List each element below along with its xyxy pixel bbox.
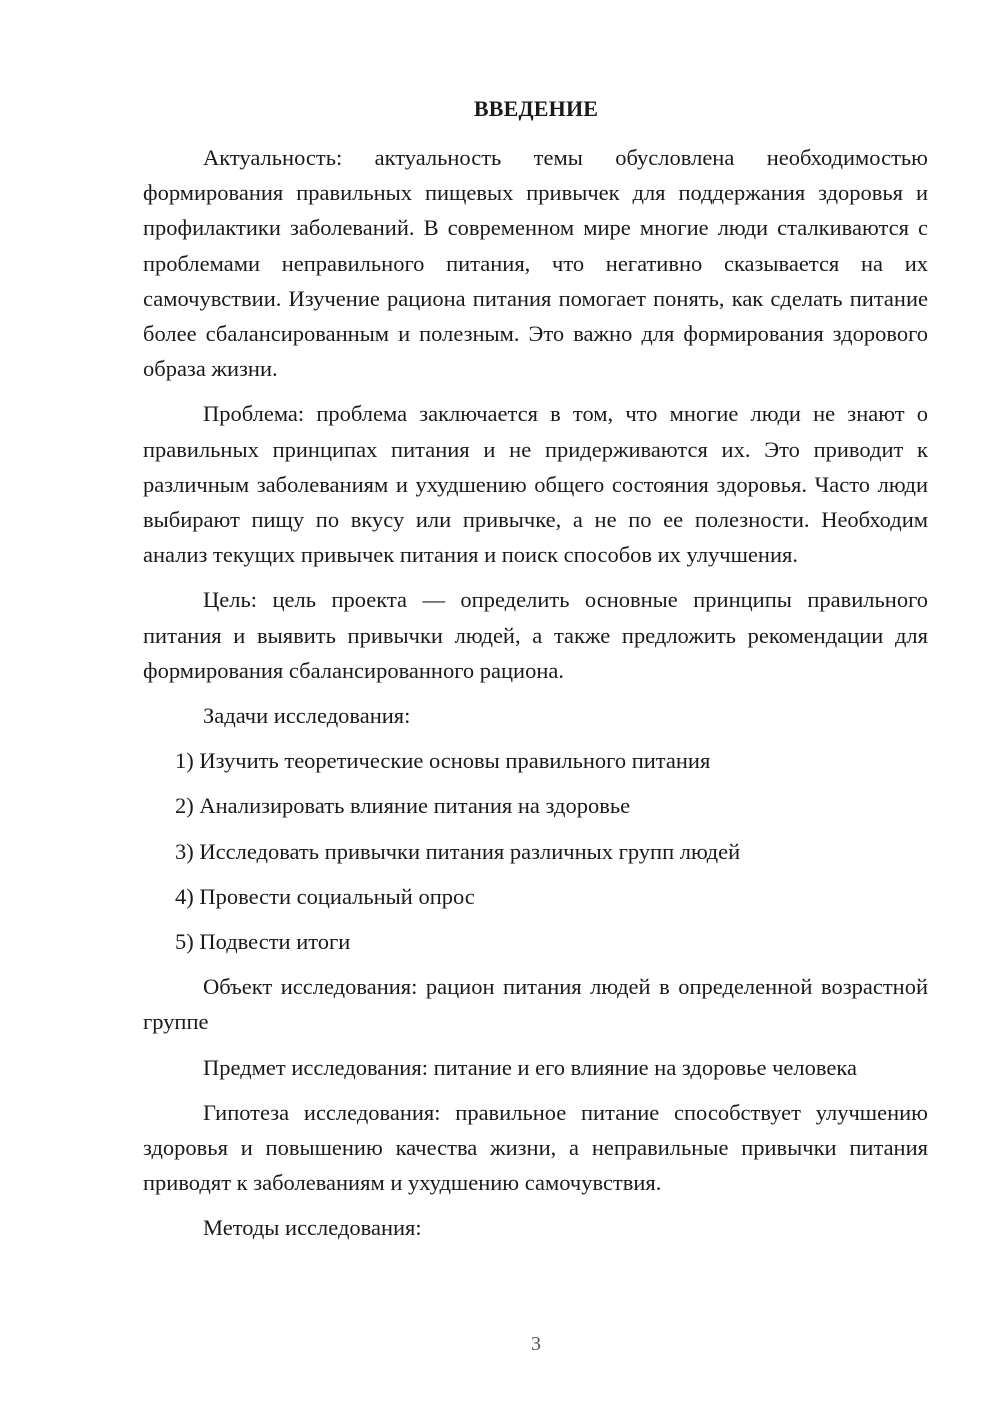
object-paragraph: Объект исследования: рацион питания людей в определенной возрастной группе	[143, 974, 928, 1035]
page-number: 3	[531, 1333, 541, 1355]
problem-paragraph: Проблема: проблема заключается в том, что многие люди не знают о правильных принципах питания и не придерживаются их. Это приводит к различным заболеваниям и ухудшению общего состояния здоровья. Часто люди выбирают пищу по вкусу или привычке, а не по ее полезности. Необходим анализ текущих привычек питания и поиск способов их улучшения.	[143, 401, 928, 568]
tasks-heading: Задачи исследования:	[203, 703, 411, 729]
task-item-1: 1) Изучить теоретические основы правильного питания	[175, 748, 711, 774]
task-item-4: 4) Провести социальный опрос	[175, 883, 475, 909]
task-item-3: 3) Исследовать привычки питания различных групп людей	[175, 838, 741, 864]
subject-paragraph: Предмет исследования: питание и его влияние на здоровье человека	[203, 1054, 857, 1080]
goal-paragraph: Цель: цель проекта — определить основные принципы правильного питания и выявить привычки людей, а также предложить рекомендации для формирования сбалансированного рациона.	[143, 587, 928, 683]
relevance-paragraph: Актуальность: актуальность темы обусловлена необходимостью формирования правильных пищевых привычек для поддержания здоровья и профилактики заболеваний. В современном мире многие люди сталкиваются с проблемами неправильного питания, что негативно сказывается на их самочувствии. Изучение рациона питания помогает понять, как сделать питание более сбалансированным и полезным. Это важно для формирования здорового образа жизни.	[143, 145, 928, 382]
task-item-2: 2) Анализировать влияние питания на здоровье	[175, 793, 631, 819]
section-heading: ВВЕДЕНИЕ	[473, 96, 599, 121]
methods-heading: Методы исследования:	[203, 1215, 422, 1241]
task-item-5: 5) Подвести итоги	[175, 929, 351, 955]
hypothesis-paragraph: Гипотеза исследования: правильное питание способствует улучшению здоровья и повышению качества жизни, а неправильные привычки питания приводят к заболеваниям и ухудшению самочувствия.	[143, 1099, 928, 1196]
document-body	[143, 140, 928, 1256]
